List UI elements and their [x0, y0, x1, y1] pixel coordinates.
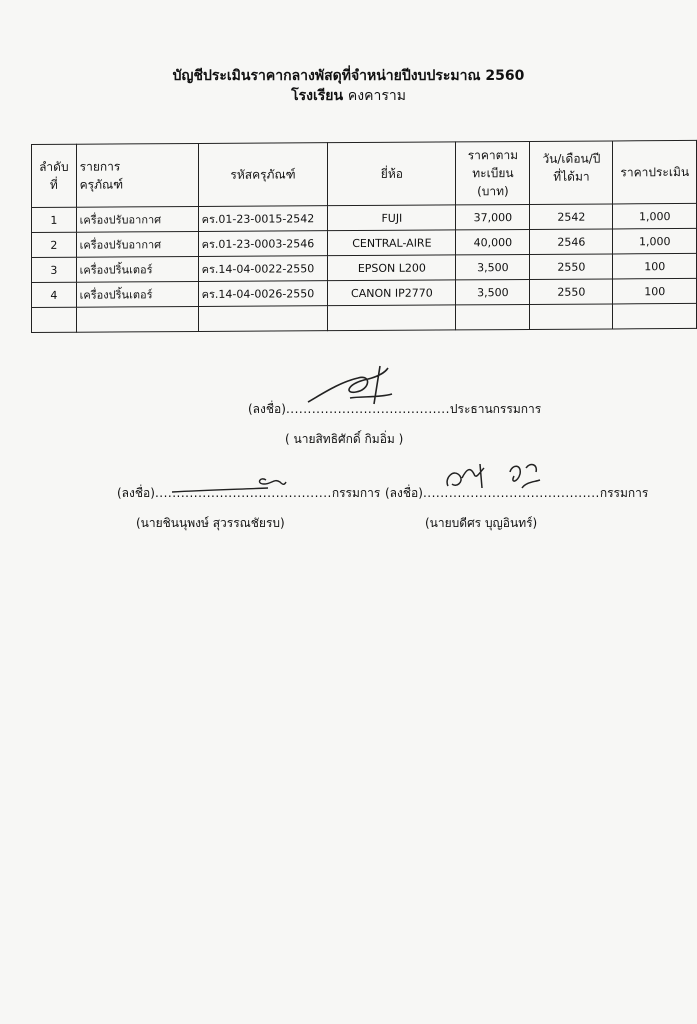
cell-price: 3,500: [456, 254, 530, 279]
cell-eval: 100: [613, 253, 697, 279]
cell-code: คร.14-04-0026-2550: [198, 281, 328, 307]
cell-code: [198, 306, 328, 332]
cell-no: 1: [32, 207, 77, 232]
cell-price: 40,000: [456, 229, 530, 254]
cell-item: เครื่องปริ้นเตอร์: [76, 256, 198, 282]
header-price-line1: ราคาตาม: [467, 148, 519, 163]
cell-code: คร.01-23-0015-2542: [198, 206, 328, 232]
cell-price: [456, 304, 530, 329]
header-price: [456, 141, 530, 204]
member1-role: กรรมการ: [331, 486, 381, 500]
chair-signature-line: [248, 400, 541, 419]
cell-brand: CANON IP2770: [328, 280, 456, 306]
header-eval: ราคาประเมิน: [613, 140, 697, 204]
cell-no: 2: [32, 232, 77, 257]
table-header-row: [32, 140, 697, 207]
cell-item: เครื่องปรับอากาศ: [76, 206, 198, 232]
cell-date: 2546: [530, 229, 613, 255]
chair-role: ประธานกรรมการ: [449, 402, 542, 416]
cell-price: 3,500: [456, 279, 530, 304]
cell-price: 37,000: [456, 204, 530, 229]
cell-no: 3: [32, 257, 77, 282]
chair-name: ( นายสิทธิศักดิ์ กิมอิ่ม ): [285, 432, 404, 446]
cell-date: 2542: [530, 204, 613, 230]
header-code: รหัสครุภัณฑ์: [198, 143, 328, 207]
cell-brand: FUJI: [328, 205, 456, 231]
school-name: คงคาราม: [347, 88, 406, 104]
member2-name: (นายบดีศร บุญอินทร์): [425, 516, 538, 530]
cell-brand: EPSON L200: [328, 255, 456, 281]
school-line: [0, 86, 697, 106]
cell-eval: 100: [613, 278, 697, 304]
chair-dots: ......................................: [285, 402, 450, 416]
header-no: [32, 144, 77, 207]
cell-date: [530, 304, 613, 330]
cell-eval: 1,000: [613, 203, 697, 229]
cell-eval: [613, 303, 697, 329]
table-row-empty: [32, 303, 697, 332]
cell-date: 2550: [530, 279, 613, 305]
assets-table: [31, 140, 697, 333]
school-label: โรงเรียน: [291, 88, 344, 104]
member2-prefix: (ลงชื่อ): [385, 486, 423, 500]
cell-date: 2550: [530, 254, 613, 280]
cell-brand: [328, 305, 456, 331]
cell-no: 4: [32, 282, 77, 307]
header-item-line1: รายการ: [79, 159, 121, 174]
cell-code: คร.01-23-0003-2546: [198, 231, 328, 257]
header-item-line2: ครุภัณฑ์: [79, 177, 124, 192]
member2-dots: .........................................: [422, 486, 600, 500]
cell-no: [32, 307, 77, 332]
member1-name: (นายชินนุพงษ์ สุวรรณชัยรบ): [136, 516, 285, 530]
header-price-line2: ทะเบียน: [472, 166, 514, 181]
cell-item: เครื่องปรับอากาศ: [76, 231, 198, 257]
member1-signature-line: [117, 484, 380, 503]
header-no-line2: ที่: [49, 177, 58, 192]
member1-dots: .........................................: [154, 486, 332, 500]
header-date-line1: วัน/เดือน/ปี: [542, 151, 601, 166]
member2-role: กรรมการ: [599, 486, 649, 500]
header-no-line1: ลำดับ: [39, 159, 69, 174]
header-price-line3: (บาท): [477, 184, 509, 199]
header-item: [76, 143, 198, 207]
cell-item: [76, 306, 198, 332]
member2-signature-line: [385, 484, 648, 503]
document-title: [0, 66, 697, 106]
header-brand: ยี่ห้อ: [328, 142, 456, 206]
chair-prefix: (ลงชื่อ): [248, 402, 286, 416]
cell-item: เครื่องปริ้นเตอร์: [76, 281, 198, 307]
member1-prefix: (ลงชื่อ): [117, 486, 155, 500]
title-text: บัญชีประเมินราคากลางพัสดุที่จำหน่ายปีงบประมาณ 2560: [172, 68, 525, 84]
header-date: [530, 141, 613, 205]
cell-eval: 1,000: [613, 228, 697, 254]
cell-brand: CENTRAL-AIRE: [328, 230, 456, 256]
cell-code: คร.14-04-0022-2550: [198, 256, 328, 282]
header-date-line2: ที่ได้มา: [553, 169, 590, 184]
